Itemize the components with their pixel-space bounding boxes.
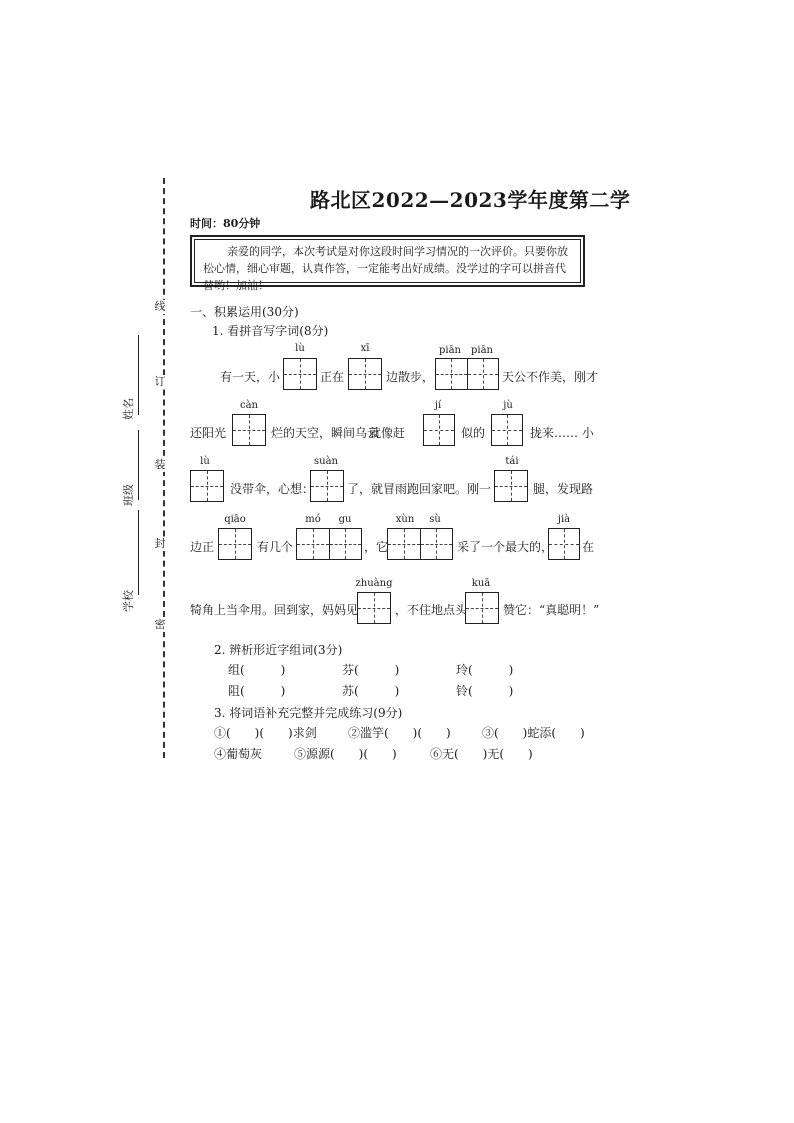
pinyin-su: sù [429, 514, 441, 525]
q1-line1-c: 边散步， [386, 370, 435, 384]
q1-line2-a: 还阳光 [190, 426, 227, 440]
notice-text: 亲爱的同学，本次考试是对你这段时间学习情况的一次评价。只要你放松心情，细心审题，认真作答，一定能考出好成绩。没学过的字可以拼音代替哟！加油！ [194, 239, 581, 283]
name-blank-line[interactable] [138, 335, 139, 415]
binding-char-ding: 订 [150, 375, 170, 389]
name-label: 姓名 [122, 398, 135, 420]
binding-char-feng: 封 [150, 537, 170, 551]
q1-line2-b2: 就像赶 [369, 426, 406, 440]
q3-item-1[interactable]: ①( )( )求剑 [214, 726, 317, 740]
q1-line1-b: 正在 [320, 370, 345, 384]
school-blank-line[interactable] [138, 510, 139, 595]
class-label: 班级 [122, 484, 135, 506]
tianzige-ju[interactable] [491, 414, 523, 446]
notice-box [190, 235, 585, 292]
tianzige-qiao[interactable] [218, 528, 252, 560]
q3-title: 3. 将词语补充完整并完成练习(9分) [214, 706, 403, 720]
tianzige-mogu[interactable] [296, 528, 362, 560]
exam-title: 路北区2022—2023学年度第二学 [310, 188, 631, 212]
tianzige-lu-2[interactable] [190, 470, 224, 502]
q1-line3-b: 了，就冒雨跑回家吧。刚一 [347, 482, 492, 496]
q1-title: 1. 看拼音写字词(8分) [212, 324, 329, 338]
q1-line4-d: 采了一个最大的， [457, 540, 554, 554]
tianzige-lu[interactable] [283, 358, 317, 390]
q2-item-zu2[interactable]: 阻( ) [228, 684, 286, 698]
q1-line2-c: 似的 [461, 426, 486, 440]
pinyin-lu: lù [295, 343, 305, 354]
q1-line2-d: 拢来…… 小 [530, 426, 594, 440]
q2-title: 2. 辨析形近字组词(3分) [214, 643, 343, 657]
section1-title: 一、积累运用(30分) [190, 305, 299, 319]
q1-line5-c: 赞它：“真聪明！” [503, 603, 600, 617]
q2-item-zu[interactable]: 组( ) [228, 663, 286, 677]
tianzige-can[interactable] [232, 414, 266, 446]
tianzige-xunsu[interactable] [387, 528, 453, 560]
class-blank-line[interactable] [138, 430, 139, 500]
q3-item-6[interactable]: ⑥无( )无( ) [430, 747, 533, 761]
pinyin-gu: gu [338, 514, 352, 525]
q3-item-5[interactable]: ⑤源源( )( ) [294, 747, 397, 761]
tianzige-jia[interactable] [548, 528, 580, 560]
school-label: 学校 [122, 590, 135, 612]
q3-item-3[interactable]: ③( )蛇添( ) [482, 726, 585, 740]
pinyin-ji: jí [434, 400, 442, 411]
q1-line4-a: 边正 [190, 540, 215, 554]
tianzige-ji[interactable] [423, 414, 455, 446]
exam-time: 时间：80分钟 [190, 217, 261, 230]
pinyin-qiao: qiāo [224, 514, 246, 525]
pinyin-mo: mó [305, 514, 321, 525]
q1-line5-b: ，不住地点头 [395, 603, 468, 617]
pinyin-zhuang: zhuàng [355, 578, 393, 589]
q2-item-su[interactable]: 苏( ) [342, 684, 400, 698]
tianzige-pianpian[interactable] [435, 358, 499, 390]
binding-char-xian: 线 [150, 300, 170, 314]
tianzige-suan[interactable] [310, 470, 344, 502]
q1-line3-a: 没带伞，心想： [230, 482, 315, 496]
q1-line1-a: 有一天，小 [220, 370, 281, 384]
q1-line4-e: 在 [582, 540, 595, 554]
q1-line3-c: 腿，发现路 [533, 482, 594, 496]
binding-char-zhuang: 装 [150, 458, 170, 472]
pinyin-xi: xī [360, 343, 370, 354]
pinyin-tai: tái [505, 456, 519, 467]
q1-line1-d: 天公不作美，刚才 [502, 370, 599, 384]
q1-line5-a: 犄角上当伞用。回到家，妈妈见 [190, 603, 359, 617]
pinyin-jia: jià [557, 514, 571, 525]
q2-item-ling[interactable]: 玲( ) [456, 663, 514, 677]
tianzige-zhuang[interactable] [357, 592, 391, 624]
pinyin-xun: xùn [395, 514, 415, 525]
q1-line4-b: 有几个 [257, 540, 294, 554]
q2-item-ling2[interactable]: 铃( ) [456, 684, 514, 698]
tianzige-tai[interactable] [494, 470, 528, 502]
pinyin-ju: jù [503, 400, 513, 411]
pinyin-pian-1: piān [438, 345, 461, 356]
pinyin-kua: kuā [471, 578, 491, 589]
pinyin-lu-2: lù [200, 456, 210, 467]
pinyin-suan: suàn [314, 456, 338, 467]
q1-line2-b: 烂的天空，瞬间乌云 [271, 426, 380, 440]
q2-item-fen[interactable]: 芬( ) [342, 663, 400, 677]
pinyin-pian-2: piān [470, 345, 493, 356]
q3-item-4[interactable]: ④葡萄灰 [214, 747, 263, 761]
pinyin-can: càn [239, 400, 258, 411]
tianzige-xi[interactable] [348, 358, 382, 390]
tianzige-kua[interactable] [465, 592, 499, 624]
binding-char-mi: 密 [150, 618, 170, 632]
q3-item-2[interactable]: ②滥竽( )( ) [348, 726, 451, 740]
q1-line4-c: ，它 [364, 540, 389, 554]
